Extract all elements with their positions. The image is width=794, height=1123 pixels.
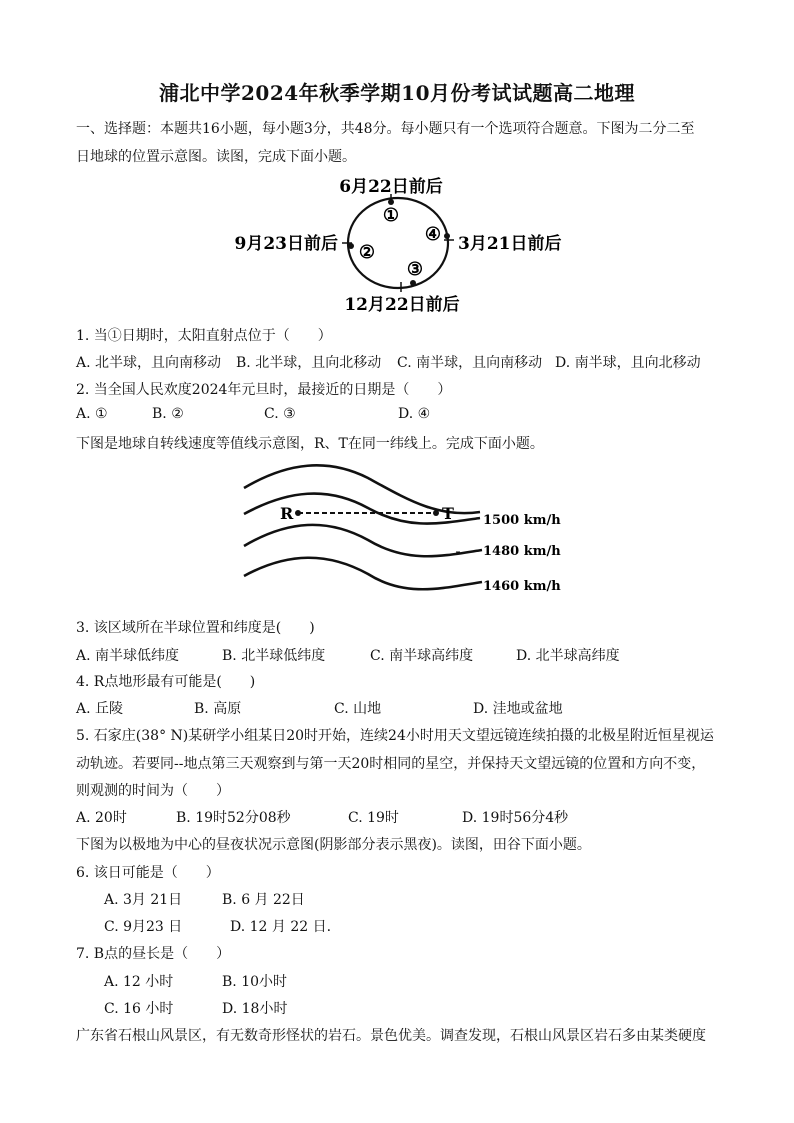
rotation-speed-diagram bbox=[238, 460, 568, 608]
q3-option-a: A. 南半球低纬度 bbox=[76, 648, 180, 664]
q7-stem: 7. B点的昼长是（ ） bbox=[76, 946, 231, 962]
q5-option-b: B. 19时52分08秒 bbox=[176, 810, 291, 826]
q4-stem: 4. R点地形最有可能是( ) bbox=[76, 674, 256, 690]
isoline-label-1500: 1500 km/h bbox=[483, 513, 561, 528]
orbit-point-1: ① bbox=[382, 205, 400, 226]
q2-option-a: A. ① bbox=[76, 406, 108, 422]
orbit-label-sept: 9月23日前后 bbox=[234, 234, 338, 254]
earth-dot-3 bbox=[410, 280, 416, 286]
label-r: R bbox=[280, 504, 294, 523]
orbit-point-3: ③ bbox=[406, 259, 424, 280]
label-t: T bbox=[442, 504, 454, 523]
q2-stem: 2. 当全国人民欢度2024年元旦时，最接近的日期是（ ） bbox=[76, 382, 452, 398]
q6-option-a: A. 3月 21日 bbox=[104, 892, 183, 908]
orbit-diagram bbox=[215, 170, 585, 318]
isoline-label-1460: 1460 km/h bbox=[483, 579, 561, 594]
q5-option-d: D. 19时56分4秒 bbox=[462, 810, 569, 826]
q2-option-b: B. ② bbox=[152, 406, 184, 422]
q5-stem-line-2: 动轨迹。若要同--地点第三天观察到与第一天20时相同的星空，并保持天文望远镜的位置和方向不变， bbox=[76, 756, 706, 772]
q4-option-d: D. 洼地或盆地 bbox=[473, 701, 563, 717]
q7-option-b: B. 10小时 bbox=[222, 974, 288, 990]
q6-option-d: D. 12 月 22 日. bbox=[230, 919, 332, 935]
q5-stem-line-3: 则观测的时间为（ ） bbox=[76, 783, 230, 799]
orbit-point-4: ④ bbox=[424, 224, 442, 245]
orbit-label-june: 6月22日前后 bbox=[339, 177, 443, 197]
isoline-label-1480: 1480 km/h bbox=[483, 544, 561, 559]
orbit-label-dec: 12月22日前后 bbox=[344, 295, 460, 315]
q7-option-d: D. 18小时 bbox=[222, 1001, 288, 1017]
earth-dot-4 bbox=[444, 233, 450, 239]
q1-option-b: B. 北半球，且向北移动 bbox=[236, 355, 382, 371]
q1-stem: 1. 当①日期时，太阳直射点位于（ ） bbox=[76, 328, 332, 344]
section-intro-scenic: 广东省石根山风景区，有无数奇形怪状的岩石。景色优美。调查发现，石根山风景区岩石多由某类硬度 bbox=[76, 1028, 706, 1044]
q6-option-c: C. 9月23 日 bbox=[104, 919, 183, 935]
section-intro-line-1: 一、选择题：本题共16小题，每小题3分，共48分。每小题只有一个选项符合题意。下图为二分二至 bbox=[76, 121, 695, 137]
point-r bbox=[295, 510, 301, 516]
q3-stem: 3. 该区域所在半球位置和纬度是( ) bbox=[76, 620, 315, 636]
q1-option-a: A. 北半球，且向南移动 bbox=[76, 355, 222, 371]
orbit-point-2: ② bbox=[358, 242, 376, 263]
q2-option-d: D. ④ bbox=[398, 406, 431, 422]
q5-stem-line-1: 5. 石家庄(38° N)某研学小组某日20时开始，连续24小时用天文望远镜连续拍摄的北极星附近恒星视运 bbox=[76, 728, 714, 744]
page-title: 浦北中学2024年秋季学期10月份考试试题高二地理 bbox=[159, 81, 635, 105]
q5-option-c: C. 19时 bbox=[348, 810, 399, 826]
point-t bbox=[433, 510, 439, 516]
q3-option-b: B. 北半球低纬度 bbox=[222, 648, 326, 664]
q3-option-c: C. 南半球高纬度 bbox=[370, 648, 474, 664]
q1-option-c: C. 南半球，且向南移动 bbox=[397, 355, 543, 371]
section-intro-rotation: 下图是地球自转线速度等值线示意图，R、T在同一纬线上。完成下面小题。 bbox=[76, 436, 544, 452]
q3-option-d: D. 北半球高纬度 bbox=[516, 648, 620, 664]
q4-option-b: B. 高原 bbox=[194, 701, 242, 717]
section-intro-line-2: 日地球的位置示意图。读图，完成下面小题。 bbox=[76, 149, 356, 165]
q7-option-c: C. 16 小时 bbox=[104, 1001, 174, 1017]
q7-option-a: A. 12 小时 bbox=[104, 974, 174, 990]
isoline-1480 bbox=[244, 525, 482, 556]
q2-option-c: C. ③ bbox=[264, 406, 296, 422]
orbit-label-march: 3月21日前后 bbox=[458, 234, 562, 254]
section-intro-polar: 下图为以极地为中心的昼夜状况示意图(阴影部分表示黑夜)。读图，田谷下面小题。 bbox=[76, 837, 591, 853]
isoline-1460 bbox=[244, 558, 482, 590]
q5-option-a: A. 20时 bbox=[76, 810, 127, 826]
q6-stem: 6. 该日可能是（ ） bbox=[76, 865, 220, 881]
q1-option-d: D. 南半球，且向北移动 bbox=[555, 355, 701, 371]
earth-dot-2 bbox=[348, 243, 354, 249]
q6-option-b: B. 6 月 22日 bbox=[222, 892, 305, 908]
q4-option-a: A. 丘陵 bbox=[76, 701, 124, 717]
q4-option-c: C. 山地 bbox=[334, 701, 382, 717]
